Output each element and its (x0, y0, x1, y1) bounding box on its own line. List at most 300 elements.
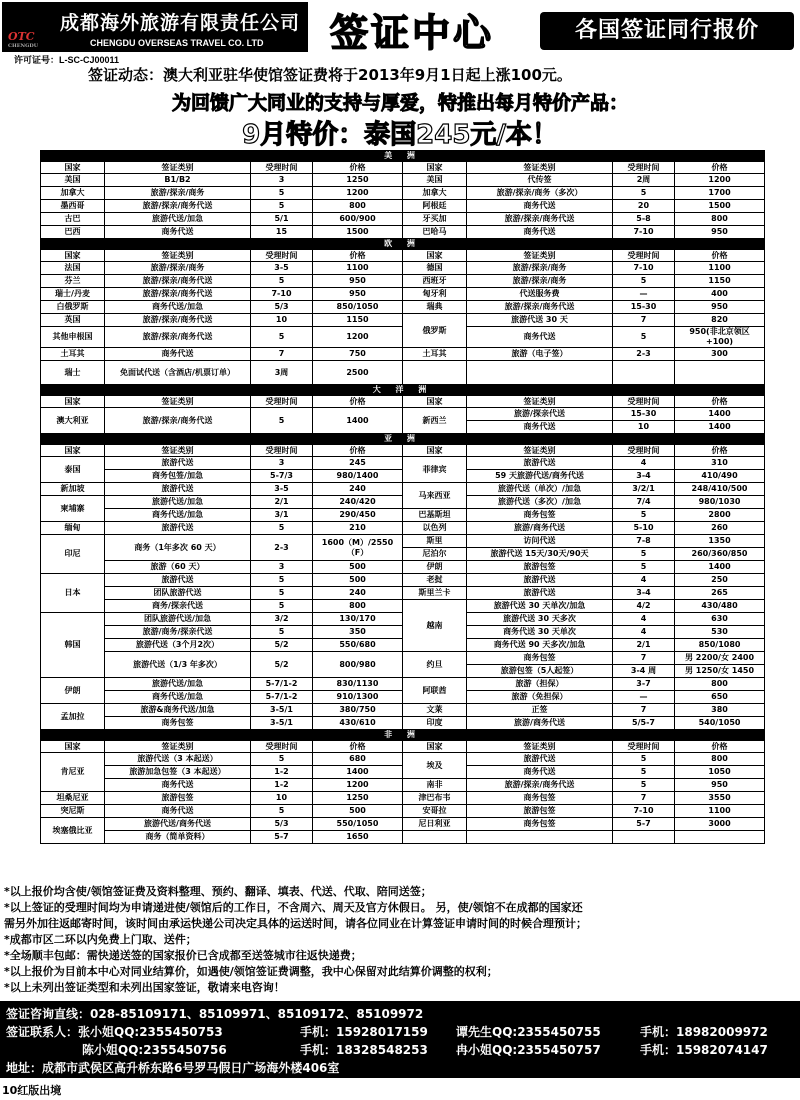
table-cell: 斯里兰卡 (403, 587, 467, 600)
table-row (41, 483, 765, 496)
table-cell: 260 (675, 522, 765, 535)
table-cell: 7 (613, 652, 675, 665)
table-cell: 德国 (403, 262, 467, 275)
table-cell: 旅游/探亲/商务 (467, 262, 613, 275)
table-row (41, 535, 765, 548)
table-cell: 旅游/探亲/商务代送 (467, 213, 613, 226)
table-cell: 240/420 (313, 496, 403, 509)
table-cell: 5-8 (613, 213, 675, 226)
table-cell: 5-7/1-2 (251, 691, 313, 704)
column-header: 签证类别 (105, 445, 251, 457)
table-cell: 7-10 (613, 805, 675, 818)
table-cell: 800 (313, 200, 403, 213)
table-cell: 5/2 (251, 652, 313, 678)
table-cell: 7 (251, 348, 313, 361)
region-header (41, 151, 765, 162)
table-cell: 商务代送 (467, 421, 613, 434)
region-title: 亚 洲 (41, 434, 765, 445)
contact-ran: 冉小姐QQ:2355450757 (456, 1043, 601, 1057)
table-cell: 旅游（免担保） (467, 691, 613, 704)
table-cell: 1200 (313, 327, 403, 348)
table-cell: 5 (251, 408, 313, 434)
column-header: 受理时间 (613, 250, 675, 262)
table-cell: 旅游代送 (105, 457, 251, 470)
table-cell: 5 (613, 509, 675, 522)
column-header: 价格 (313, 162, 403, 174)
table-cell: 210 (313, 522, 403, 535)
table-row (41, 587, 765, 600)
table-cell: 2500 (313, 361, 403, 385)
table-cell (675, 361, 765, 385)
table-cell: 商务代送 (467, 226, 613, 239)
table-cell: 商务（1年多次 60 天） (105, 535, 251, 561)
table-cell: 750 (313, 348, 403, 361)
table-cell: 5 (613, 561, 675, 574)
table-cell: 旅游代送（3个月2次） (105, 639, 251, 652)
column-header-row (41, 250, 765, 262)
table-cell: 310 (675, 457, 765, 470)
table-cell: 旅游代送 30 天单次/加急 (467, 600, 613, 613)
table-cell: 5-7/1-2 (251, 678, 313, 691)
table-cell: 5 (251, 587, 313, 600)
table-cell: 白俄罗斯 (41, 301, 105, 314)
table-cell: 350 (313, 626, 403, 639)
column-header: 国家 (403, 741, 467, 753)
region-title: 大 洋 洲 (41, 385, 765, 396)
table-row (41, 805, 765, 818)
table-cell: 500 (313, 805, 403, 818)
column-header: 签证类别 (105, 250, 251, 262)
table-cell: 5 (251, 327, 313, 348)
table-cell: 1500 (313, 226, 403, 239)
table-cell: 法国 (41, 262, 105, 275)
column-header: 签证类别 (467, 396, 613, 408)
table-cell: 旅游代送 (467, 753, 613, 766)
table-cell: 旅游代送（1/3 年多次） (105, 652, 251, 678)
table-cell: 韩国 (41, 613, 105, 678)
table-cell: 5 (251, 275, 313, 288)
table-cell: 旅游代送/加急 (105, 678, 251, 691)
page-footer: 10红版出境 (2, 1084, 62, 1097)
column-header: 签证类别 (105, 162, 251, 174)
table-cell: 1200 (313, 187, 403, 200)
table-row (41, 348, 765, 361)
table-cell: 265 (675, 587, 765, 600)
table-cell: 旅游/探亲/商务代送 (105, 327, 251, 348)
table-cell: 代传签 (467, 174, 613, 187)
table-cell: 850/1080 (675, 639, 765, 652)
table-row (41, 408, 765, 421)
table-cell: 5/2 (251, 639, 313, 652)
table-cell: 5-7 (613, 818, 675, 831)
table-cell: 5 (251, 600, 313, 613)
table-cell: 旅游/探亲代送 (467, 408, 613, 421)
column-header-row (41, 396, 765, 408)
table-cell: 1100 (675, 805, 765, 818)
table-cell: 5 (613, 779, 675, 792)
table-cell: 2/1 (251, 496, 313, 509)
table-cell: 500 (313, 561, 403, 574)
table-cell: 980/1030 (675, 496, 765, 509)
table-cell: 7 (613, 704, 675, 717)
table-cell: 商务代送 30 天单次 (467, 626, 613, 639)
table-cell: 旅游代送（3 本起送） (105, 753, 251, 766)
table-cell: 旅游/商务代送 (467, 717, 613, 730)
table-cell: 英国 (41, 314, 105, 327)
table-cell: 旅游加急包签（3 本起送） (105, 766, 251, 779)
table-cell: 男 1250/女 1450 (675, 665, 765, 678)
table-row (41, 187, 765, 200)
table-cell: 245 (313, 457, 403, 470)
table-cell: 旅游/探亲/商务代送 (105, 408, 251, 434)
column-header: 签证类别 (105, 396, 251, 408)
table-row (41, 818, 765, 831)
table-cell: 商务包签 (467, 818, 613, 831)
table-cell: 墨西哥 (41, 200, 105, 213)
note-line: *以上签证的受理时间均为申请递进使/领馆后的工作日，不含周六、周天及官方休假日。 另，使/领馆不在成都的国家还 (4, 901, 583, 914)
contact-zhang-phone: 手机：15928017159 (300, 1025, 428, 1039)
table-cell: 旅游代送 (105, 574, 251, 587)
region-header (41, 434, 765, 445)
table-cell: 500 (313, 574, 403, 587)
table-cell: 旅游代送/加急 (105, 213, 251, 226)
table-cell: 3/2 (251, 613, 313, 626)
table-row (41, 213, 765, 226)
table-cell: 5 (251, 522, 313, 535)
table-cell: 248/410/500 (675, 483, 765, 496)
table-cell: 7-10 (613, 262, 675, 275)
table-cell: 旅游/商务代送 (467, 522, 613, 535)
table-cell: 130/170 (313, 613, 403, 626)
table-cell: 2-3 (251, 535, 313, 561)
table-cell: 5/3 (251, 818, 313, 831)
table-cell: 商务代送 (467, 200, 613, 213)
table-cell: 380 (675, 704, 765, 717)
table-cell: 泰国 (41, 457, 105, 483)
column-header: 价格 (313, 250, 403, 262)
table-cell: 商务代送 (467, 766, 613, 779)
table-cell: 商务代送 (105, 226, 251, 239)
table-cell: 3-7 (613, 678, 675, 691)
table-cell: 伊朗 (403, 561, 467, 574)
table-cell: 旅游包签（5人起签） (467, 665, 613, 678)
table-cell: 5 (613, 766, 675, 779)
table-cell: 旅游代送/加急 (105, 496, 251, 509)
column-header: 价格 (313, 396, 403, 408)
table-cell: 旅游/探亲/商务代送 (467, 301, 613, 314)
table-cell: 950 (313, 288, 403, 301)
region-title: 美 洲 (41, 151, 765, 162)
column-header: 价格 (675, 445, 765, 457)
monthly-special: 9月特价：泰国245元/本！ (242, 120, 558, 150)
table-cell (403, 361, 467, 385)
table-cell (613, 831, 675, 844)
column-header: 价格 (313, 741, 403, 753)
table-cell: 1500 (675, 200, 765, 213)
peer-price-banner: 各国签证同行报价 (540, 12, 794, 50)
table-cell: 800/980 (313, 652, 403, 678)
table-cell: 瑞典 (403, 301, 467, 314)
table-cell: 其他申根国 (41, 327, 105, 348)
table-cell: 旅游代送 30 天多次 (467, 613, 613, 626)
table-cell: 7-10 (613, 226, 675, 239)
table-cell: 巴基斯坦 (403, 509, 467, 522)
column-header: 国家 (41, 445, 105, 457)
table-cell: 5-10 (613, 522, 675, 535)
table-row (41, 678, 765, 691)
table-cell: 旅游代送 (105, 522, 251, 535)
table-cell: 3-4 (613, 470, 675, 483)
column-header: 受理时间 (613, 445, 675, 457)
table-cell: 坦桑尼亚 (41, 792, 105, 805)
table-cell: 540/1050 (675, 717, 765, 730)
table-cell: 3-5 (251, 262, 313, 275)
table-cell: 5-7/3 (251, 470, 313, 483)
table-cell: 以色列 (403, 522, 467, 535)
table-cell: 2800 (675, 509, 765, 522)
table-cell (613, 361, 675, 385)
table-cell: 旅游/探亲/商务代送 (105, 314, 251, 327)
table-cell: 肯尼亚 (41, 753, 105, 792)
column-header: 价格 (675, 250, 765, 262)
column-header: 国家 (41, 250, 105, 262)
table-cell: 3 (251, 561, 313, 574)
table-row (41, 262, 765, 275)
region-header (41, 239, 765, 250)
table-cell: 旅游/探亲/商务 (105, 187, 251, 200)
table-cell: 1-2 (251, 779, 313, 792)
table-cell: 5/5-7 (613, 717, 675, 730)
table-cell: 1100 (313, 262, 403, 275)
table-cell: 430/480 (675, 600, 765, 613)
table-cell: 美国 (41, 174, 105, 187)
table-cell: 新加坡 (41, 483, 105, 496)
table-row (41, 753, 765, 766)
table-cell: B1/B2 (105, 174, 251, 187)
table-cell: 团队旅游代送 (105, 587, 251, 600)
column-header: 国家 (41, 396, 105, 408)
table-cell: 5 (251, 805, 313, 818)
table-cell: 300 (675, 348, 765, 361)
table-row (41, 457, 765, 470)
table-cell: 旅游代送（单次）/加急 (467, 483, 613, 496)
table-cell: 5 (251, 574, 313, 587)
table-cell: 瑞士/丹麦 (41, 288, 105, 301)
table-cell: 5 (251, 200, 313, 213)
note-line: *以上未列出签证类型和未列出国家签证，敬请来电咨询！ (4, 981, 285, 994)
table-cell: 旅游/探亲/商务（多次） (467, 187, 613, 200)
table-cell: 免面试代送（含酒店/机票订单） (105, 361, 251, 385)
table-cell: 1350 (675, 535, 765, 548)
table-cell: 旅游代送 (105, 483, 251, 496)
table-cell: 旅游代送 15天/30天/90天 (467, 548, 613, 561)
table-cell: 5 (613, 753, 675, 766)
column-header: 签证类别 (467, 250, 613, 262)
column-header: 签证类别 (467, 162, 613, 174)
table-cell: 2/1 (613, 639, 675, 652)
table-cell: 7 (613, 792, 675, 805)
table-cell: 旅游/探亲/商务 (467, 275, 613, 288)
table-cell: 3-4 (613, 587, 675, 600)
table-cell: 240 (313, 587, 403, 600)
table-cell: 日本 (41, 574, 105, 613)
table-cell: 800 (675, 678, 765, 691)
table-cell: 孟加拉 (41, 704, 105, 730)
table-cell: 越南 (403, 600, 467, 652)
table-cell: 马来西亚 (403, 483, 467, 509)
table-cell: 阿根廷 (403, 200, 467, 213)
table-cell: 5 (613, 548, 675, 561)
table-cell: 商务/探亲代送 (105, 600, 251, 613)
table-cell: 团队旅游代送/加急 (105, 613, 251, 626)
table-cell: 10 (613, 421, 675, 434)
table-cell: 240 (313, 483, 403, 496)
table-cell: 旅游代送 (467, 587, 613, 600)
table-cell: 旅游代送 (467, 457, 613, 470)
table-row (41, 174, 765, 187)
column-header: 国家 (41, 741, 105, 753)
table-cell: 15-30 (613, 408, 675, 421)
table-cell: 430/610 (313, 717, 403, 730)
table-cell: 美国 (403, 174, 467, 187)
table-cell: 950 (313, 275, 403, 288)
table-cell: 旅游/探亲/商务代送 (467, 779, 613, 792)
table-cell: 1400 (313, 766, 403, 779)
table-cell: 5/1 (251, 213, 313, 226)
table-row (41, 226, 765, 239)
table-cell: 260/360/850 (675, 548, 765, 561)
table-cell: 950 (675, 226, 765, 239)
note-line: *以上报价为目前本中心对同业结算价，如遇使/领馆签证费调整，我中心保留对此结算价调整的权利； (4, 965, 498, 978)
table-cell: 250 (675, 574, 765, 587)
otc-logo: OTC CHENGDU (8, 30, 39, 49)
company-name-cn: 成都海外旅游有限责任公司 (60, 12, 301, 34)
table-cell: 1100 (675, 262, 765, 275)
contact-chen-phone: 手机：18328548253 (300, 1043, 428, 1057)
table-cell: 安哥拉 (403, 805, 467, 818)
address: 地址：成都市武侯区高升桥东路6号罗马假日广场海外楼406室 (6, 1061, 340, 1075)
table-cell: 1200 (313, 779, 403, 792)
table-cell: 芬兰 (41, 275, 105, 288)
contact-box (0, 1001, 800, 1078)
column-header: 价格 (313, 445, 403, 457)
column-header: 受理时间 (251, 445, 313, 457)
column-header: 受理时间 (251, 250, 313, 262)
table-row (41, 275, 765, 288)
table-cell: 800 (675, 213, 765, 226)
table-cell: 印尼 (41, 535, 105, 574)
table-cell: 南非 (403, 779, 467, 792)
table-cell: 旅游代送 (467, 574, 613, 587)
table-cell: 旅游/探亲/商务代送 (105, 288, 251, 301)
table-cell: 1150 (313, 314, 403, 327)
column-header: 国家 (41, 162, 105, 174)
table-cell: 旅游代送/商务代送 (105, 818, 251, 831)
note-line: 需另外加往返邮寄时间，该时间由承运快递公司决定具体的运送时间，请各位同业在计算签证申请时间的时候合理预计； (4, 917, 587, 930)
table-cell: 1600（M）/2550（F） (313, 535, 403, 561)
table-cell: 2周 (613, 174, 675, 187)
table-cell (403, 831, 467, 844)
note-line: *成都市区二环以内免费上门取、送件； (4, 933, 197, 946)
table-cell: 5-7 (251, 831, 313, 844)
table-cell: 20 (613, 200, 675, 213)
company-name-en: CHENGDU OVERSEAS TRAVEL CO. LTD (90, 38, 264, 48)
table-cell: 1050 (675, 766, 765, 779)
table-cell: 土耳其 (403, 348, 467, 361)
table-cell: 630 (675, 613, 765, 626)
table-cell: 850/1050 (313, 301, 403, 314)
table-cell: 匈牙利 (403, 288, 467, 301)
table-cell: 缅甸 (41, 522, 105, 535)
table-cell: 商务包签 (467, 652, 613, 665)
table-cell: 1200 (675, 174, 765, 187)
table-cell: 商务代送 (105, 348, 251, 361)
column-header: 价格 (675, 741, 765, 753)
column-header: 受理时间 (251, 741, 313, 753)
table-cell: 西班牙 (403, 275, 467, 288)
company-logo-banner (2, 2, 308, 52)
visa-center-title: 签证中心 (330, 11, 495, 55)
table-cell: 4/2 (613, 600, 675, 613)
table-cell: 文莱 (403, 704, 467, 717)
table-cell: 3550 (675, 792, 765, 805)
table-row (41, 779, 765, 792)
table-row (41, 792, 765, 805)
table-row (41, 831, 765, 844)
table-cell: 59 天旅游代送/商务代送 (467, 470, 613, 483)
table-cell: 3-5/1 (251, 704, 313, 717)
table-cell: 3/2/1 (613, 483, 675, 496)
column-header: 国家 (403, 396, 467, 408)
table-cell: 商务包签/加急 (105, 470, 251, 483)
table-row (41, 361, 765, 385)
table-cell: 15 (251, 226, 313, 239)
table-cell: 商务（简单资料） (105, 831, 251, 844)
table-cell: 古巴 (41, 213, 105, 226)
column-header: 价格 (675, 396, 765, 408)
table-cell (675, 831, 765, 844)
table-cell: 牙买加 (403, 213, 467, 226)
visa-price-table (40, 150, 765, 844)
table-cell: 1400 (675, 408, 765, 421)
table-cell: 澳大利亚 (41, 408, 105, 434)
table-cell: 老挝 (403, 574, 467, 587)
table-cell: 访问代送 (467, 535, 613, 548)
table-cell: 旅游（电子签） (467, 348, 613, 361)
table-cell: 820 (675, 314, 765, 327)
table-cell: 旅游/商务/探亲代送 (105, 626, 251, 639)
table-cell: 商务包签 (467, 509, 613, 522)
table-cell: 旅游/探亲/商务代送 (105, 200, 251, 213)
table-cell: 尼日利亚 (403, 818, 467, 831)
table-cell: 新西兰 (403, 408, 467, 434)
table-cell: 商务代送/加急 (105, 301, 251, 314)
column-header-row (41, 741, 765, 753)
table-cell: 3 (251, 174, 313, 187)
table-cell: 商务代送 90 天多次/加急 (467, 639, 613, 652)
column-header: 受理时间 (613, 396, 675, 408)
table-cell: 旅游/探亲/商务 (105, 262, 251, 275)
table-cell: 7-10 (251, 288, 313, 301)
table-cell: 2-3 (613, 348, 675, 361)
table-cell: 3/1 (251, 509, 313, 522)
region-title: 非 洲 (41, 730, 765, 741)
column-header: 受理时间 (251, 162, 313, 174)
column-header-row (41, 445, 765, 457)
table-cell: 680 (313, 753, 403, 766)
notes (4, 884, 794, 996)
table-cell: 380/750 (313, 704, 403, 717)
